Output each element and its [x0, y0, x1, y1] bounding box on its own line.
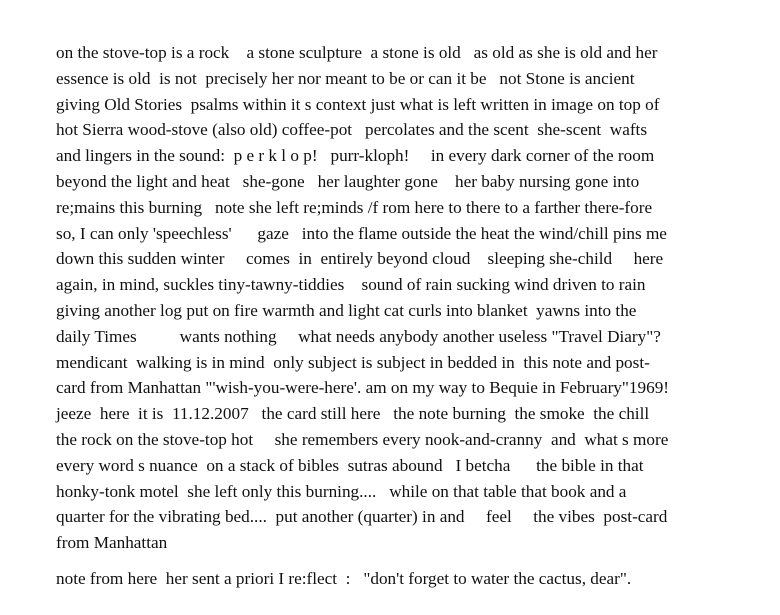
poem-line: essence is old is not precisely her nor meant to be or can it be not Stone is ancient [56, 68, 635, 88]
poem-line: every word s nuance on a stack of bibles sutras abound I betcha the bible in that [56, 455, 644, 475]
poem-text [56, 40, 756, 592]
poem-line: quarter for the vibrating bed.... put another (quarter) in and feel the vibes post-card [56, 507, 668, 527]
poem-line: on the stove-top is a rock a stone sculpture a stone is old as old as she is old and her [56, 43, 658, 62]
poem-line: jeeze here it is 11.12.2007 the card still here the note burning the smoke the chill [56, 404, 650, 424]
poem-line: again, in mind, suckles tiny-tawny-tiddies sound of rain sucking wind driven to rain [56, 275, 646, 295]
poem-line: mendicant walking is in mind only subject is subject in bedded in this note and post- [56, 352, 650, 372]
poem-line: beyond the light and heat she-gone her laughter gone her baby nursing gone into [56, 171, 640, 191]
poem-line: giving Old Stories psalms within it s context just what is left written in image on top of [56, 94, 660, 114]
poem-line: and lingers in the sound: p e r k l o p! purr-kloph! in every dark corner of the room [56, 146, 655, 166]
poem-line: so, I can only 'speechless' gaze into the flame outside the heat the wind/chill pins me [56, 223, 667, 243]
poem-line: down this sudden winter comes in entirely beyond cloud sleeping she-child here [56, 249, 664, 269]
poem-line: honky-tonk motel she left only this burning.... while on that table that book and a [56, 481, 627, 501]
poem-line: the rock on the stove-top hot she remembers every nook-and-cranny and what s more [56, 429, 669, 449]
poem-line: giving another log put on fire warmth and light cat curls into blanket yawns into the [56, 300, 637, 320]
poem-line: daily Times wants nothing what needs anybody another useless "Travel Diary"? [56, 326, 661, 346]
poem-line: card from Manhattan "'wish-you-were-here'. am on my way to Bequie in February"1969! [56, 378, 670, 398]
poem-line: hot Sierra wood-stove (also old) coffee-pot percolates and the scent she-scent wafts [56, 120, 648, 140]
poem-line: from Manhattan [56, 533, 168, 553]
poem-line: re;mains this burning note she left re;minds /f rom here to there to a farther there-fore [56, 197, 653, 217]
closing-line: note from here her sent a priori I re:flect : "don't forget to water the cactus, dear". [56, 568, 632, 588]
